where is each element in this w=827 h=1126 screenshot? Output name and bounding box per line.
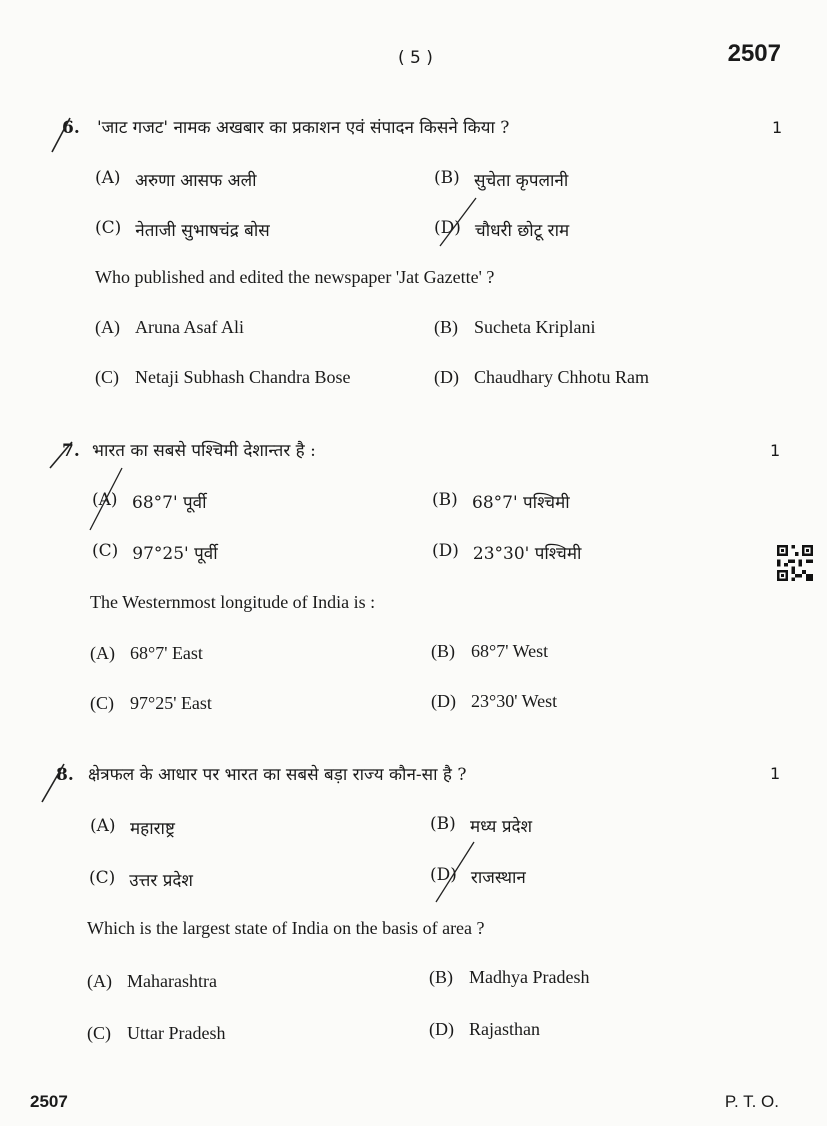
marks: 1 xyxy=(770,441,781,460)
question-text-hindi: 'जाट गजट' नामक अखबार का प्रकाशन एवं संपादन किसने किया ? xyxy=(97,118,510,138)
question-text-english: Which is the largest state of India on the basis of area ? xyxy=(87,918,485,938)
marks: 1 xyxy=(770,764,781,783)
option-a-english: (A) 68°7' East xyxy=(90,643,203,663)
option-b-english: (B) Sucheta Kriplani xyxy=(434,317,596,337)
option-b-hindi: (B) 68°7' पश्चिमी xyxy=(432,490,570,513)
option-b-english: (B) Madhya Pradesh xyxy=(429,967,590,987)
option-a-hindi: (A) 68°7' पूर्वी xyxy=(92,490,207,513)
question-number: 8. xyxy=(56,765,74,785)
pen-tick-mark-icon xyxy=(38,762,68,804)
option-c-hindi: (C) 97°25' पूर्वी xyxy=(92,541,218,564)
option-a-hindi: (A) अरुणा आसफ अली xyxy=(95,168,257,191)
pen-tick-mark-icon xyxy=(428,840,478,904)
pen-tick-mark-icon xyxy=(48,116,74,154)
question-text-hindi: क्षेत्रफल के आधार पर भारत का सबसे बड़ा राज्य कौन-सा है ? xyxy=(88,765,467,785)
question-text-english: Who published and edited the newspaper 'Jat Gazette' ? xyxy=(95,267,495,287)
option-a-hindi: (A) महाराष्ट्र xyxy=(90,816,175,839)
option-d-hindi: (D) चौधरी छोटू राम xyxy=(434,218,570,241)
paper-code-bottom: 2507 xyxy=(30,1092,68,1111)
question-number: 7. xyxy=(62,441,80,461)
question-text-english: The Westernmost longitude of India is : xyxy=(90,592,376,612)
option-d-hindi: (D) राजस्थान xyxy=(430,865,526,888)
qr-code-icon xyxy=(776,545,814,581)
marks: 1 xyxy=(772,118,783,137)
option-c-hindi: (C) उत्तर प्रदेश xyxy=(89,868,193,891)
option-d-english: (D) Chaudhary Chhotu Ram xyxy=(434,367,649,387)
option-d-english: (D) 23°30' West xyxy=(431,691,558,711)
option-b-hindi: (B) मध्य प्रदेश xyxy=(430,814,533,837)
option-b-hindi: (B) सुचेता कृपलानी xyxy=(434,168,569,191)
option-c-hindi: (C) नेताजी सुभाषचंद्र बोस xyxy=(95,218,270,241)
paper-code-top: 2507 xyxy=(727,40,781,67)
question-number: 6. xyxy=(62,118,80,138)
pen-tick-mark-icon xyxy=(86,466,126,532)
option-c-english: (C) Uttar Pradesh xyxy=(87,1023,226,1043)
option-d-english: (D) Rajasthan xyxy=(429,1019,540,1039)
pen-tick-mark-icon xyxy=(430,196,480,250)
question-text-hindi: भारत का सबसे पश्चिमी देशान्तर है : xyxy=(92,441,316,461)
option-a-english: (A) Aruna Asaf Ali xyxy=(95,317,244,337)
pto-label: P. T. O. xyxy=(724,1092,779,1111)
option-a-english: (A) Maharashtra xyxy=(87,971,217,991)
option-b-english: (B) 68°7' West xyxy=(431,641,549,661)
option-d-hindi: (D) 23°30' पश्चिमी xyxy=(432,541,582,564)
option-c-english: (C) Netaji Subhash Chandra Bose xyxy=(95,367,351,387)
option-c-english: (C) 97°25' East xyxy=(90,693,212,713)
page-number: ( 5 ) xyxy=(398,48,433,68)
pen-tick-mark-icon xyxy=(46,440,76,470)
